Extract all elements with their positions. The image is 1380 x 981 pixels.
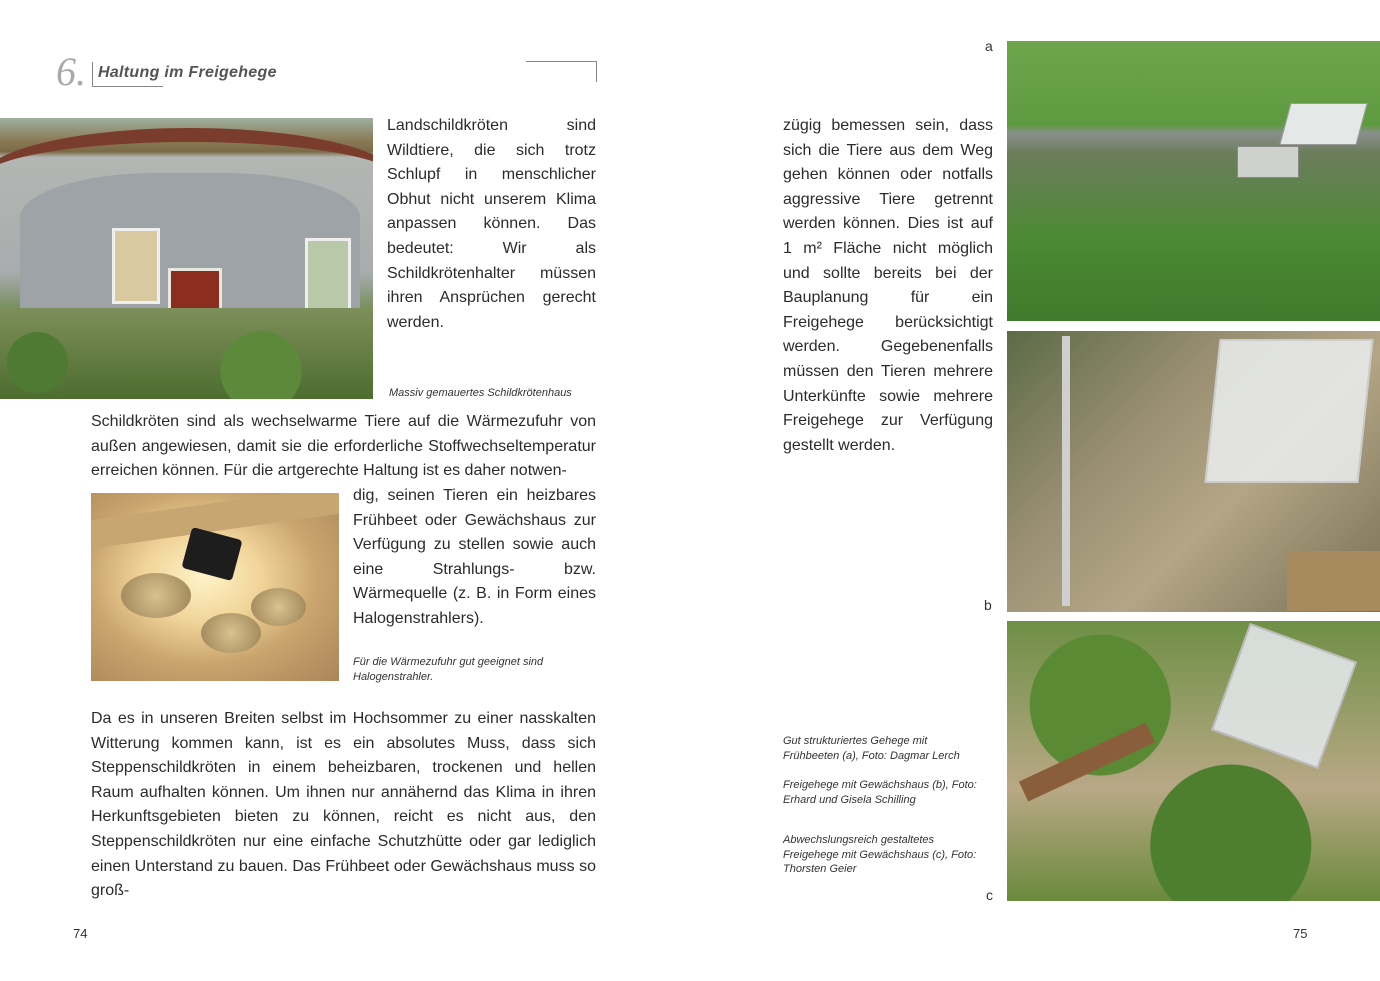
- caption-photo-c: Abwechslungsreich gestaltetes Freigehege mit Gewächshaus (c), Foto: Thorsten Geier: [783, 834, 977, 875]
- label-a: a: [985, 38, 993, 54]
- chapter-number: 6.: [56, 49, 86, 94]
- photo-enclosure-a: [1007, 41, 1380, 321]
- page-number-left: 74: [73, 926, 88, 941]
- paragraph-warmth-top: Schildkröten sind als wechselwarme Tiere auf die Wärmezufuhr von außen angewiesen, damit sie die erforderliche Stoffwechseltemperatur erreichen können. Für die artgerechte Haltung ist es daher notwen-: [91, 413, 596, 480]
- chapter-title: Haltung im Freigehege: [98, 64, 277, 81]
- label-b: b: [984, 597, 992, 613]
- paragraph-warmth-side: dig, seinen Tieren ein heizbares Frühbeet oder Gewächshaus zur Verfügung zu stellen sowie auch eine Strahlungs- bzw. Wärmequelle (z. B. in Form eines Halogenstrahlers).: [353, 487, 596, 627]
- photo-halogen-lamp: [91, 493, 339, 681]
- caption-photo-a: Gut strukturiertes Gehege mit Frühbeeten (a), Foto: Dagmar Lerch: [783, 735, 960, 762]
- photo-tortoise-house: [0, 118, 373, 399]
- photo-enclosure-b: [1007, 331, 1380, 612]
- page-number-right: 75: [1293, 926, 1308, 941]
- caption-photo-b: Freigehege mit Gewächshaus (b), Foto: Erhard und Gisela Schilling: [783, 779, 977, 806]
- paragraph-continuation: zügig bemessen sein, dass sich die Tiere aus dem Weg gehen können oder notfalls aggressive Tiere getrennt werden können. Dies ist auf 1 m² Fläche nicht möglich und sollte bereits bei der Bauplanung für ein Freigehege berücksichtigt werden. Gegebenenfalls müssen den Tieren mehrere Unterkünfte sowie mehrere Freigehege zur Verfügung gestellt werden.: [783, 117, 993, 454]
- paragraph-intro: Landschildkröten sind Wildtiere, die sich trotz Schlupf in menschlicher Obhut nicht unserem Klima anpassen können. Das bedeutet: Wir als Schildkrötenhalter müssen ihren Ansprüchen gerecht werden.: [387, 117, 596, 331]
- caption-lamp: Für die Wärmezufuhr gut geeignet sind Halogenstrahler.: [353, 656, 544, 683]
- label-c: c: [986, 887, 993, 903]
- header-corner-line: [526, 61, 597, 82]
- photo-enclosure-c: [1007, 621, 1380, 901]
- caption-house: Massiv gemauertes Schildkrötenhaus: [389, 387, 572, 399]
- paragraph-climate: Da es in unseren Breiten selbst im Hochsommer zu einer nasskalten Witterung kommen kann, ist es ein absolutes Muss, dass sich Steppenschildkröten in einem beheizbaren, trockenen und hellen Raum aufhalten können. Um ihnen nur annähernd das Klima in ihren Herkunftsgebieten bieten zu können, reicht es nicht aus, den Steppenschildkröten nur eine einfache Schutzhütte oder gar lediglich einen Unterstand zu bauen. Das Frühbeet oder Gewächshaus muss so groß-: [91, 710, 596, 900]
